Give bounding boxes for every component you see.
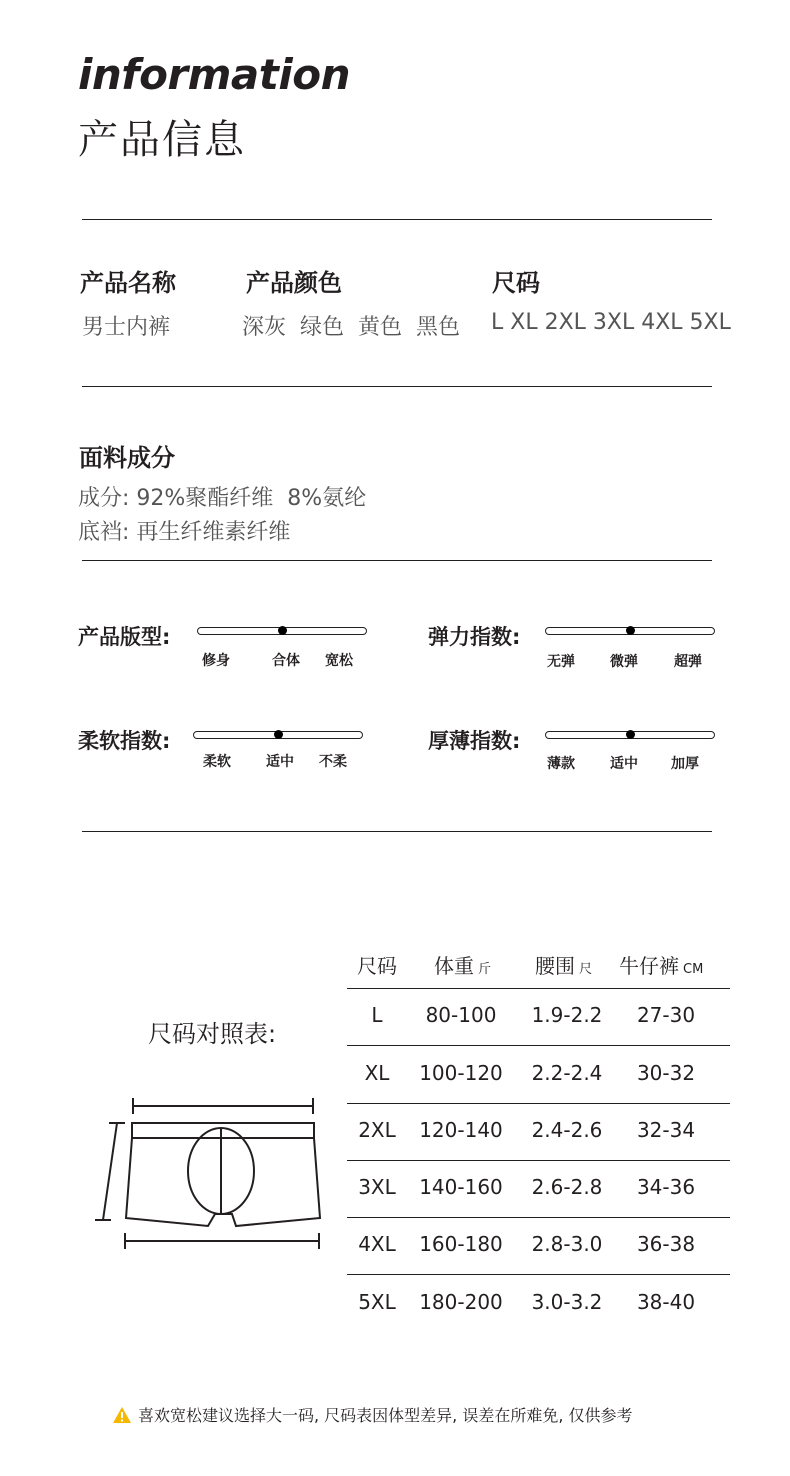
size-chart-title: 尺码对照表: [148, 1020, 277, 1048]
table-cell-jeans: 27-30 [636, 1003, 696, 1027]
table-header-waist: 腰围 尺 [535, 954, 593, 978]
underwear-diagram [90, 1090, 330, 1255]
elasticity-index-slider [545, 627, 715, 635]
title-english: information [78, 50, 350, 99]
divider [82, 219, 712, 220]
table-divider [347, 1274, 730, 1275]
table-cell-size: 4XL [358, 1232, 396, 1256]
fabric-label: 面料成分 [79, 444, 175, 472]
product-size-value: L XL 2XL 3XL 4XL 5XL [491, 310, 731, 335]
table-cell-size: XL [364, 1061, 390, 1085]
elasticity-index-label: 弹力指数: [428, 625, 521, 649]
fit-tick-loose: 宽松 [325, 653, 353, 669]
title-chinese: 产品信息 [78, 117, 246, 163]
table-cell-size: 3XL [358, 1175, 396, 1199]
fit-index-label: 产品版型: [78, 625, 171, 649]
table-cell-weight: 160-180 [419, 1232, 503, 1256]
table-cell-waist: 2.2-2.4 [531, 1061, 603, 1085]
table-cell-jeans: 36-38 [636, 1232, 696, 1256]
table-cell-size: 2XL [358, 1118, 396, 1142]
table-divider [347, 1103, 730, 1104]
table-divider [347, 1045, 730, 1046]
thickness-tick-thin: 薄款 [547, 756, 575, 772]
table-cell-jeans: 32-34 [636, 1118, 696, 1142]
divider [82, 386, 712, 387]
elasticity-index-knob [626, 626, 635, 635]
table-divider [347, 1217, 730, 1218]
table-header-jeans: 牛仔裤 CM [619, 954, 704, 978]
table-cell-jeans: 38-40 [636, 1290, 696, 1314]
table-cell-size: 5XL [358, 1290, 396, 1314]
softness-index-slider [193, 731, 363, 739]
thickness-tick-medium: 适中 [610, 756, 638, 772]
table-cell-size: L [371, 1003, 383, 1027]
product-size-label: 尺码 [492, 269, 540, 297]
thickness-index-slider [545, 731, 715, 739]
table-cell-weight: 120-140 [419, 1118, 503, 1142]
fabric-composition: 成分: 92%聚酯纤维 8%氨纶 [78, 486, 367, 511]
table-divider [347, 988, 730, 989]
softness-index-label: 柔软指数: [78, 729, 171, 753]
table-cell-jeans: 30-32 [636, 1061, 696, 1085]
fit-tick-regular: 合体 [272, 653, 300, 669]
thickness-tick-thick: 加厚 [671, 756, 699, 772]
table-cell-weight: 100-120 [419, 1061, 503, 1085]
softness-index-knob [274, 730, 283, 739]
table-cell-jeans: 34-36 [636, 1175, 696, 1199]
divider [82, 831, 712, 832]
softness-tick-soft: 柔软 [203, 754, 231, 770]
table-cell-waist: 2.6-2.8 [531, 1175, 603, 1199]
product-name-label: 产品名称 [80, 269, 176, 297]
table-cell-weight: 180-200 [419, 1290, 503, 1314]
table-header-weight: 体重 斤 [434, 954, 492, 978]
product-color-value: 深灰 绿色 黄色 黑色 [242, 315, 460, 340]
elasticity-tick-none: 无弹 [547, 654, 575, 670]
divider [82, 560, 712, 561]
product-name-value: 男士内裤 [82, 315, 171, 340]
table-cell-waist: 2.4-2.6 [531, 1118, 603, 1142]
size-note [112, 1403, 633, 1426]
fit-index-slider [197, 627, 367, 635]
product-color-label: 产品颜色 [246, 269, 342, 297]
table-cell-weight: 80-100 [425, 1003, 497, 1027]
softness-tick-hard: 不柔 [319, 754, 347, 770]
table-cell-waist: 1.9-2.2 [531, 1003, 603, 1027]
thickness-index-knob [626, 730, 635, 739]
size-note-text: 喜欢宽松建议选择大一码, 尺码表因体型差异, 误差在所难免, 仅供参考 [138, 1406, 633, 1425]
thickness-index-label: 厚薄指数: [428, 729, 521, 753]
fit-tick-slim: 修身 [202, 653, 230, 669]
warning-icon [112, 1406, 132, 1424]
table-cell-weight: 140-160 [419, 1175, 503, 1199]
table-header-size: 尺码 [357, 954, 397, 978]
table-cell-waist: 3.0-3.2 [531, 1290, 603, 1314]
fabric-crotch: 底裆: 再生纤维素纤维 [78, 520, 291, 545]
elasticity-tick-super: 超弹 [674, 654, 702, 670]
table-divider [347, 1160, 730, 1161]
table-cell-waist: 2.8-3.0 [531, 1232, 603, 1256]
fit-index-knob [278, 626, 287, 635]
elasticity-tick-slight: 微弹 [610, 654, 638, 670]
softness-tick-medium: 适中 [266, 754, 294, 770]
